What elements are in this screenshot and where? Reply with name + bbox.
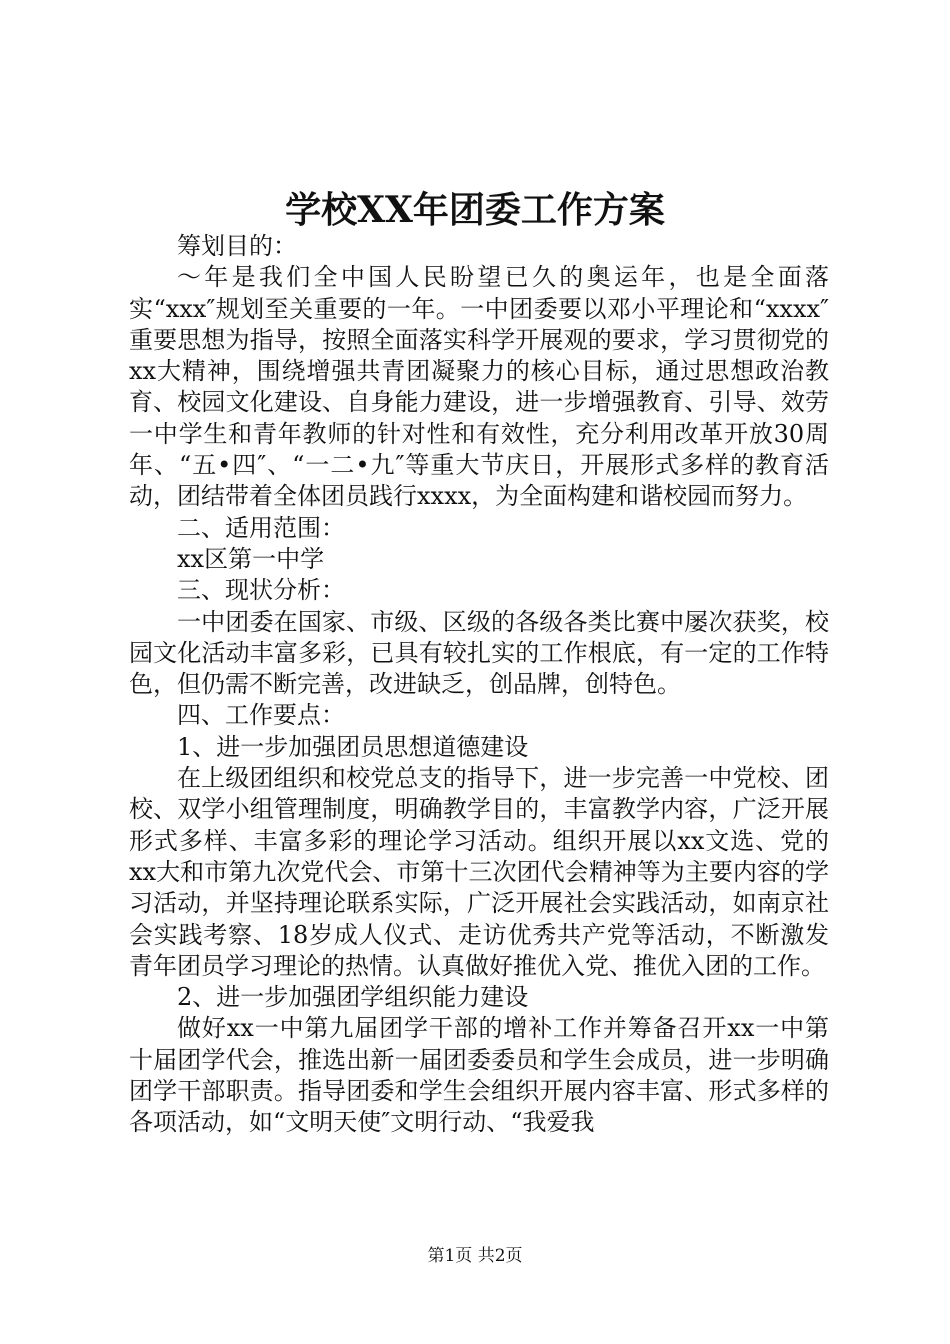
paragraph-point1-heading: 1、进一步加强团员思想道德建设 <box>177 732 529 761</box>
paragraph-analysis: 一中团委在国家、市级、区级的各级各类比赛中屡次获奖，校园文化活动丰富多彩，已具有较扎实的工作根底，有一定的工作特色，但仍需不断完善，改进缺乏，创品牌，创特色。 <box>129 607 829 699</box>
page-footer: 第1页 共2页 <box>427 1246 523 1266</box>
document-body <box>129 231 829 1139</box>
paragraph-analysis-heading: 三、现状分析： <box>177 576 345 605</box>
document-title: 学校XX年团委工作方案 <box>285 189 665 231</box>
paragraph-purpose: ～年是我们全中国人民盼望已久的奥运年，也是全面落实“xxx″规划至关重要的一年。一中团委要以邓小平理论和“xxxx″重要思想为指导，按照全面落实科学开展观的要求，学习贯彻党的xx大精神，围绕增强共青团凝聚力的核心目标，通过思想政治教育、校园文化建设、自身能力建设，进一步增强教育、引导、效劳一中学生和青年教师的针对性和有效性，充分利用改革开放30周年、“五•四″、“一二•九″等重大节庆日，开展形式多样的教育活动，团结带着全体团员践行xxxx，为全面构建和谐校园而努力。 <box>129 263 829 511</box>
paragraph-purpose-heading: 筹划目的： <box>177 232 297 260</box>
paragraph-scope: xx区第一中学 <box>177 544 325 573</box>
paragraph-point1: 在上级团组织和校党总支的指导下，进一步完善一中党校、团校、双学小组管理制度，明确教学目的，丰富教学内容，广泛开展形式多样、丰富多彩的理论学习活动。组织开展以xx文选、党的xx大和市第九次党代会、市第十三次团代会精神等为主要内容的学习活动，并坚持理论联系实际，广泛开展社会实践活动，如南京社会实践考察、18岁成人仪式、走访优秀共产党等活动，不断激发青年团员学习理论的热情。认真做好推优入党、推优入团的工作。 <box>129 764 829 980</box>
paragraph-point2-heading: 2、进一步加强团学组织能力建设 <box>177 983 529 1012</box>
paragraph-keypoints-heading: 四、工作要点： <box>177 701 345 730</box>
paragraph-point2: 做好xx一中第九届团学干部的增补工作并筹备召开xx一中第十届团学代会，推选出新一届团委委员和学生会成员，进一步明确团学干部职责。指导团委和学生会组织开展内容丰富、形式多样的各项活动，如“文明天使″文明行动、“我爱我 <box>129 1014 829 1137</box>
paragraph-scope-heading: 二、适用范围： <box>177 513 345 542</box>
